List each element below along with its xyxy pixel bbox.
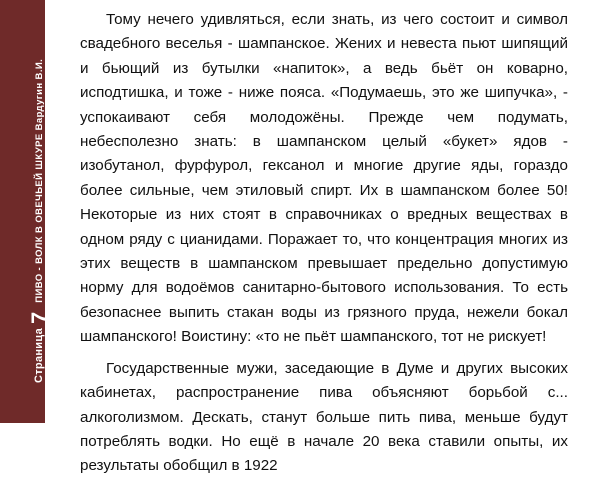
page-number: 7 <box>27 311 52 324</box>
sidebar-vertical-text <box>22 58 52 383</box>
body-paragraph-1: Тому нечего удивляться, если знать, из чего состоит и символ свадебного веселья - шампанское. Жених и невеста пьют шипящий и бьющий из бутылки «напиток», а ведь бьёт он коварно, исподтишка, и тоже - ниже пояса. «Подумаешь, это же шипучка», - успокаивают себя молодожёны. Прежде чем подумать, небесполезно знать: в шампанском целый «букет» ядов - изобутанол, фурфурол, гексанол и многие другие яды, гораздо более сильные, чем этиловый спирт. Их в шампанском более 50! Некоторые из них стоят в справочниках о вредных веществах в одном ряду с цианидами. Поражает то, что концентрация многих из этих веществ в шампанском превышает предельно допустимую норму для водоёмов санитарно-бытового использования. То есть безопаснее выпить стакан воды из грязного пруда, нежели бокал шампанского! Воистину: «то не пьёт шампанского, тот не рискует! <box>80 11 568 346</box>
page-body <box>80 8 568 479</box>
page-label: Страница <box>33 328 45 383</box>
body-paragraph-2: Государственные мужи, заседающие в Думе и других высоких кабинетах, распространение пива объясняют борьбой с... алкоголизмом. Дескать, станут больше пить пива, меньше будут потреблять водки. Но ещё в начале 20 века ставили опыты, их результаты обобщил в 1922 <box>80 359 568 475</box>
page-sidebar <box>0 0 52 423</box>
running-title: ПИВО - ВОЛК В ОВЕЧЬЕЙ ШКУРЕ Вардугин В.И. <box>34 58 45 303</box>
